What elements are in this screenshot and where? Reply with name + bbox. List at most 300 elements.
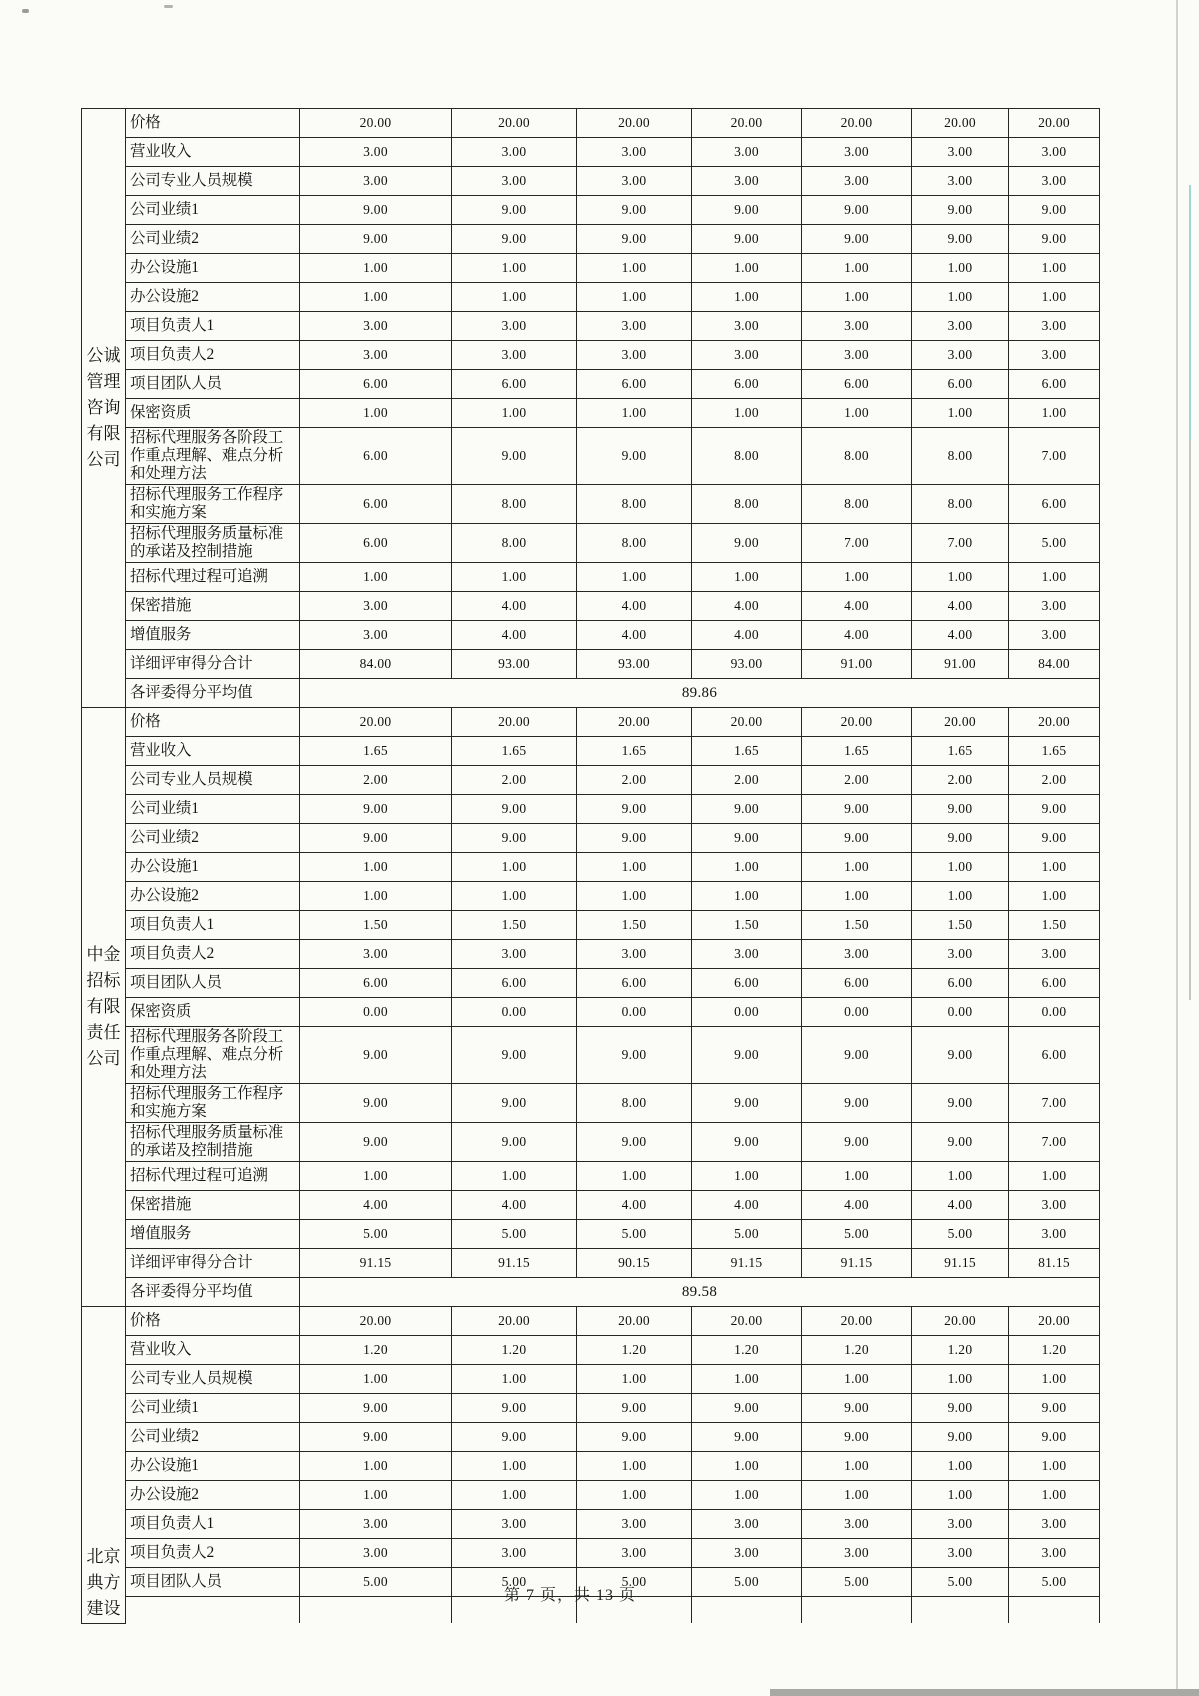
score-cell: 1.00 — [912, 283, 1009, 312]
score-cell: 3.00 — [452, 167, 577, 196]
score-cell: 9.00 — [912, 225, 1009, 254]
score-cell: 3.00 — [802, 312, 912, 341]
score-cell: 9.00 — [452, 225, 577, 254]
score-cell: 3.00 — [692, 1510, 802, 1539]
score-cell: 20.00 — [577, 109, 692, 138]
score-cell: 3.00 — [1009, 167, 1100, 196]
score-cell: 3.00 — [577, 138, 692, 167]
score-cell: 9.00 — [692, 524, 802, 563]
score-cell: 6.00 — [1009, 969, 1100, 998]
score-cell: 9.00 — [452, 1027, 577, 1084]
score-cell: 2.00 — [1009, 766, 1100, 795]
score-cell: 1.00 — [802, 399, 912, 428]
score-cell: 1.20 — [452, 1336, 577, 1365]
score-cell: 9.00 — [452, 824, 577, 853]
score-cell: 3.00 — [692, 312, 802, 341]
score-cell: 1.00 — [802, 1162, 912, 1191]
score-cell: 1.00 — [577, 1481, 692, 1510]
score-cell: 1.00 — [300, 1481, 452, 1510]
score-cell: 1.50 — [1009, 911, 1100, 940]
criteria-label: 保密资质 — [126, 998, 300, 1027]
score-cell: 20.00 — [692, 708, 802, 737]
score-cell: 1.00 — [300, 882, 452, 911]
score-cell: 1.00 — [577, 399, 692, 428]
score-cell: 1.00 — [1009, 563, 1100, 592]
score-cell: 9.00 — [692, 1027, 802, 1084]
score-cell: 7.00 — [912, 524, 1009, 563]
table-row — [82, 225, 1100, 254]
score-cell: 3.00 — [1009, 1220, 1100, 1249]
table-row — [82, 650, 1100, 679]
score-cell: 20.00 — [452, 1307, 577, 1336]
criteria-label: 详细评审得分合计 — [126, 650, 300, 679]
score-cell: 1.20 — [802, 1336, 912, 1365]
score-cell: 9.00 — [912, 1423, 1009, 1452]
score-cell: 20.00 — [452, 708, 577, 737]
score-cell: 20.00 — [802, 708, 912, 737]
criteria-label: 公司业绩1 — [126, 1394, 300, 1423]
score-cell: 1.50 — [802, 911, 912, 940]
table-row — [82, 1394, 1100, 1423]
table-row — [82, 524, 1100, 563]
criteria-label: 增值服务 — [126, 1220, 300, 1249]
score-cell: 4.00 — [577, 592, 692, 621]
score-cell: 1.00 — [300, 399, 452, 428]
score-cell: 84.00 — [1009, 650, 1100, 679]
criteria-label: 价格 — [126, 708, 300, 737]
score-cell: 9.00 — [300, 824, 452, 853]
score-cell: 9.00 — [452, 1123, 577, 1162]
score-cell: 1.20 — [692, 1336, 802, 1365]
table-row — [82, 998, 1100, 1027]
table-row — [82, 621, 1100, 650]
score-cell: 9.00 — [1009, 795, 1100, 824]
score-cell: 6.00 — [577, 969, 692, 998]
table-row — [82, 428, 1100, 485]
score-cell: 3.00 — [802, 940, 912, 969]
score-cell: 1.00 — [692, 563, 802, 592]
score-cell: 4.00 — [912, 1191, 1009, 1220]
score-cell: 1.50 — [692, 911, 802, 940]
score-cell: 5.00 — [452, 1220, 577, 1249]
score-cell: 1.00 — [452, 1452, 577, 1481]
score-cell: 5.00 — [577, 1220, 692, 1249]
score-cell: 20.00 — [300, 708, 452, 737]
score-cell: 93.00 — [692, 650, 802, 679]
criteria-label: 招标代理服务工作程序和实施方案 — [126, 1084, 300, 1123]
score-cell: 9.00 — [452, 1423, 577, 1452]
score-cell: 9.00 — [300, 1423, 452, 1452]
score-cell: 1.00 — [912, 853, 1009, 882]
score-cell: 0.00 — [802, 998, 912, 1027]
score-cell: 4.00 — [912, 592, 1009, 621]
table-row — [82, 1162, 1100, 1191]
score-cell: 3.00 — [1009, 940, 1100, 969]
scan-speck — [22, 9, 29, 13]
score-cell: 5.00 — [452, 1568, 577, 1597]
score-cell: 1.65 — [1009, 737, 1100, 766]
score-cell: 5.00 — [577, 1568, 692, 1597]
score-cell: 3.00 — [692, 167, 802, 196]
score-cell: 1.20 — [1009, 1336, 1100, 1365]
score-cell: 6.00 — [300, 485, 452, 524]
page-number-footer: 第 7 页，共 13 页 — [503, 1587, 636, 1604]
criteria-label: 公司业绩2 — [126, 824, 300, 853]
criteria-label: 办公设施2 — [126, 283, 300, 312]
score-cell: 9.00 — [300, 1027, 452, 1084]
criteria-label: 招标代理过程可追溯 — [126, 1162, 300, 1191]
score-cell: 9.00 — [692, 795, 802, 824]
score-cell: 1.00 — [300, 283, 452, 312]
score-cell: 9.00 — [452, 1084, 577, 1123]
criteria-label: 招标代理服务质量标准的承诺及控制措施 — [126, 1123, 300, 1162]
score-cell: 4.00 — [300, 1191, 452, 1220]
table-row — [82, 1249, 1100, 1278]
score-cell: 1.00 — [1009, 1481, 1100, 1510]
score-cell: 3.00 — [452, 312, 577, 341]
score-cell: 6.00 — [300, 524, 452, 563]
criteria-label: 价格 — [126, 109, 300, 138]
table-row — [82, 1123, 1100, 1162]
criteria-label: 公司业绩1 — [126, 196, 300, 225]
criteria-label: 项目负责人1 — [126, 312, 300, 341]
score-cell: 20.00 — [912, 1307, 1009, 1336]
score-cell: 1.00 — [1009, 283, 1100, 312]
score-cell: 20.00 — [1009, 109, 1100, 138]
criteria-label: 保密措施 — [126, 1191, 300, 1220]
score-cell: 3.00 — [300, 341, 452, 370]
score-cell: 9.00 — [802, 795, 912, 824]
criteria-label: 项目团队人员 — [126, 1568, 300, 1597]
criteria-label: 招标代理服务各阶段工作重点理解、难点分析和处理方法 — [126, 1027, 300, 1084]
score-cell: 9.00 — [692, 225, 802, 254]
score-cell: 1.00 — [692, 1365, 802, 1394]
score-cell: 1.00 — [692, 1481, 802, 1510]
company-name: 公诚 管理 咨询 有限 公司 — [86, 346, 121, 469]
score-cell: 1.00 — [912, 1365, 1009, 1394]
table-row — [82, 1510, 1100, 1539]
score-cell: 1.50 — [452, 911, 577, 940]
score-cell: 3.00 — [692, 341, 802, 370]
table-row — [82, 109, 1100, 138]
score-cell: 6.00 — [802, 370, 912, 399]
criteria-label: 招标代理过程可追溯 — [126, 563, 300, 592]
score-cell: 9.00 — [300, 225, 452, 254]
score-cell: 1.00 — [1009, 254, 1100, 283]
score-cell: 20.00 — [577, 708, 692, 737]
scan-speck — [164, 5, 173, 8]
score-cell: 3.00 — [452, 1539, 577, 1568]
score-cell: 1.00 — [1009, 853, 1100, 882]
score-cell: 1.00 — [692, 254, 802, 283]
criteria-label: 项目负责人2 — [126, 1539, 300, 1568]
score-cell: 8.00 — [692, 485, 802, 524]
scan-artifact-gray-line — [1189, 440, 1191, 1000]
average-value: 89.86 — [300, 679, 1100, 708]
score-cell: 3.00 — [577, 1510, 692, 1539]
score-cell: 9.00 — [577, 1123, 692, 1162]
score-cell: 3.00 — [300, 312, 452, 341]
score-cell: 20.00 — [802, 109, 912, 138]
criteria-label: 办公设施2 — [126, 1481, 300, 1510]
score-cell: 1.00 — [452, 1365, 577, 1394]
criteria-label: 办公设施1 — [126, 1452, 300, 1481]
score-cell: 9.00 — [300, 196, 452, 225]
score-cell: 6.00 — [912, 370, 1009, 399]
score-cell: 9.00 — [1009, 1423, 1100, 1452]
scan-artifact-line — [1176, 0, 1178, 1696]
score-cell: 1.00 — [300, 563, 452, 592]
table-row — [82, 1539, 1100, 1568]
average-row — [82, 679, 1100, 708]
table-row — [82, 882, 1100, 911]
score-cell: 91.15 — [802, 1249, 912, 1278]
score-cell: 1.00 — [452, 563, 577, 592]
score-cell: 1.65 — [452, 737, 577, 766]
score-cell: 3.00 — [1009, 341, 1100, 370]
score-cell: 2.00 — [300, 766, 452, 795]
score-cell: 93.00 — [452, 650, 577, 679]
score-cell: 9.00 — [300, 795, 452, 824]
score-cell: 1.00 — [802, 1452, 912, 1481]
score-cell: 9.00 — [912, 795, 1009, 824]
criteria-label: 项目负责人1 — [126, 911, 300, 940]
table-row — [82, 283, 1100, 312]
score-cell: 91.15 — [692, 1249, 802, 1278]
score-cell: 1.00 — [912, 1162, 1009, 1191]
score-cell: 20.00 — [802, 1307, 912, 1336]
score-cell: 9.00 — [912, 824, 1009, 853]
score-cell: 3.00 — [1009, 312, 1100, 341]
score-cell: 1.00 — [452, 1162, 577, 1191]
score-cell: 3.00 — [577, 312, 692, 341]
score-cell: 6.00 — [577, 370, 692, 399]
score-cell: 9.00 — [912, 1027, 1009, 1084]
score-cell: 20.00 — [300, 1307, 452, 1336]
score-cell: 8.00 — [802, 428, 912, 485]
score-cell: 8.00 — [577, 485, 692, 524]
criteria-label: 办公设施1 — [126, 853, 300, 882]
score-cell: 3.00 — [912, 312, 1009, 341]
score-cell: 1.00 — [300, 254, 452, 283]
score-cell: 5.00 — [1009, 1568, 1100, 1597]
score-cell: 8.00 — [452, 485, 577, 524]
score-cell: 3.00 — [577, 167, 692, 196]
score-cell: 20.00 — [1009, 708, 1100, 737]
score-cell: 20.00 — [692, 109, 802, 138]
score-cell: 2.00 — [912, 766, 1009, 795]
score-cell: 3.00 — [692, 940, 802, 969]
score-cell: 1.00 — [802, 563, 912, 592]
score-cell: 4.00 — [802, 621, 912, 650]
score-cell: 1.00 — [912, 254, 1009, 283]
table-row — [82, 1027, 1100, 1084]
score-cell: 1.20 — [300, 1336, 452, 1365]
score-cell: 6.00 — [300, 428, 452, 485]
criteria-label: 项目负责人2 — [126, 341, 300, 370]
score-cell: 1.00 — [1009, 1365, 1100, 1394]
score-cell: 6.00 — [912, 969, 1009, 998]
score-cell: 20.00 — [912, 109, 1009, 138]
score-cell: 3.00 — [912, 940, 1009, 969]
score-cell: 9.00 — [912, 1123, 1009, 1162]
score-cell: 5.00 — [692, 1568, 802, 1597]
score-cell: 1.00 — [692, 853, 802, 882]
score-cell: 3.00 — [452, 940, 577, 969]
criteria-label: 办公设施1 — [126, 254, 300, 283]
score-cell: 1.00 — [452, 853, 577, 882]
table-row — [82, 312, 1100, 341]
score-cell: 4.00 — [452, 1191, 577, 1220]
score-cell: 2.00 — [452, 766, 577, 795]
criteria-label: 招标代理服务质量标准的承诺及控制措施 — [126, 524, 300, 563]
score-cell: 1.00 — [802, 882, 912, 911]
score-cell: 1.00 — [912, 882, 1009, 911]
score-cell: 9.00 — [912, 196, 1009, 225]
score-cell: 4.00 — [802, 1191, 912, 1220]
score-cell: 91.15 — [912, 1249, 1009, 1278]
table-row — [82, 1365, 1100, 1394]
table-row — [82, 1220, 1100, 1249]
criteria-label: 公司业绩1 — [126, 795, 300, 824]
score-cell: 81.15 — [1009, 1249, 1100, 1278]
score-cell: 9.00 — [692, 824, 802, 853]
criteria-label: 项目团队人员 — [126, 969, 300, 998]
score-cell: 1.00 — [692, 1452, 802, 1481]
score-cell: 9.00 — [802, 824, 912, 853]
score-cell: 1.00 — [692, 399, 802, 428]
score-cell: 3.00 — [912, 167, 1009, 196]
score-cell: 20.00 — [1009, 1307, 1100, 1336]
score-cell: 7.00 — [1009, 1084, 1100, 1123]
criteria-label: 公司业绩2 — [126, 1423, 300, 1452]
score-cell: 91.00 — [912, 650, 1009, 679]
average-row — [82, 1278, 1100, 1307]
score-cell: 1.50 — [577, 911, 692, 940]
average-label: 各评委得分平均值 — [126, 679, 300, 708]
company-name: 北京 典方 建设 — [86, 1546, 121, 1618]
score-cell: 3.00 — [577, 1539, 692, 1568]
score-cell: 4.00 — [452, 592, 577, 621]
score-cell: 4.00 — [802, 592, 912, 621]
score-cell: 1.65 — [300, 737, 452, 766]
score-cell: 1.65 — [692, 737, 802, 766]
criteria-label: 营业收入 — [126, 1336, 300, 1365]
criteria-label: 办公设施2 — [126, 882, 300, 911]
table-row — [82, 1423, 1100, 1452]
table-row — [82, 795, 1100, 824]
score-cell: 3.00 — [300, 592, 452, 621]
score-cell: 1.00 — [1009, 882, 1100, 911]
score-cell: 8.00 — [692, 428, 802, 485]
company-name-cell — [82, 708, 126, 1307]
criteria-label: 公司业绩2 — [126, 225, 300, 254]
table-row — [82, 766, 1100, 795]
score-cell: 9.00 — [692, 1084, 802, 1123]
score-cell: 5.00 — [802, 1220, 912, 1249]
score-cell: 9.00 — [1009, 824, 1100, 853]
score-cell: 3.00 — [300, 167, 452, 196]
score-cell: 9.00 — [912, 1394, 1009, 1423]
table-row — [82, 254, 1100, 283]
score-cell: 5.00 — [300, 1220, 452, 1249]
scan-artifact-teal-line — [1189, 185, 1191, 440]
score-cell: 6.00 — [802, 969, 912, 998]
score-cell: 9.00 — [577, 1423, 692, 1452]
score-cell: 20.00 — [577, 1307, 692, 1336]
table-row — [82, 138, 1100, 167]
table-row — [82, 563, 1100, 592]
score-cell: 1.65 — [577, 737, 692, 766]
score-cell: 5.00 — [912, 1220, 1009, 1249]
score-cell: 9.00 — [802, 1423, 912, 1452]
table-row — [82, 399, 1100, 428]
score-cell: 4.00 — [577, 1191, 692, 1220]
score-cell: 3.00 — [300, 940, 452, 969]
score-cell: 6.00 — [452, 370, 577, 399]
score-cell: 0.00 — [452, 998, 577, 1027]
score-cell: 1.00 — [802, 283, 912, 312]
score-cell: 3.00 — [692, 1539, 802, 1568]
score-cell: 4.00 — [692, 592, 802, 621]
table-row — [82, 167, 1100, 196]
score-cell: 1.00 — [577, 1365, 692, 1394]
score-cell: 93.00 — [577, 650, 692, 679]
criteria-label: 招标代理服务各阶段工作重点理解、难点分析和处理方法 — [126, 428, 300, 485]
score-cell: 4.00 — [912, 621, 1009, 650]
score-cell: 1.00 — [692, 882, 802, 911]
evaluation-table-body — [82, 109, 1100, 1624]
score-cell: 9.00 — [802, 225, 912, 254]
criteria-label: 详细评审得分合计 — [126, 1249, 300, 1278]
score-cell: 6.00 — [300, 370, 452, 399]
score-cell: 1.00 — [1009, 1452, 1100, 1481]
score-cell: 1.00 — [452, 882, 577, 911]
criteria-label: 营业收入 — [126, 138, 300, 167]
score-cell: 2.00 — [577, 766, 692, 795]
score-cell: 90.15 — [577, 1249, 692, 1278]
score-cell: 0.00 — [1009, 998, 1100, 1027]
table-row — [82, 969, 1100, 998]
score-cell: 3.00 — [1009, 138, 1100, 167]
score-cell: 1.00 — [577, 283, 692, 312]
criteria-label: 保密措施 — [126, 592, 300, 621]
score-cell: 4.00 — [452, 621, 577, 650]
score-cell: 6.00 — [1009, 485, 1100, 524]
table-row — [82, 1452, 1100, 1481]
score-cell: 8.00 — [912, 428, 1009, 485]
score-cell: 0.00 — [692, 998, 802, 1027]
table-row — [82, 1307, 1100, 1336]
table-row — [82, 341, 1100, 370]
table-row — [82, 485, 1100, 524]
score-cell: 1.00 — [1009, 399, 1100, 428]
score-cell: 9.00 — [1009, 196, 1100, 225]
score-cell: 20.00 — [300, 109, 452, 138]
score-cell: 3.00 — [577, 341, 692, 370]
score-cell: 8.00 — [912, 485, 1009, 524]
score-cell: 9.00 — [577, 795, 692, 824]
score-cell: 9.00 — [692, 1394, 802, 1423]
score-cell: 9.00 — [692, 196, 802, 225]
score-cell: 7.00 — [1009, 1123, 1100, 1162]
score-cell: 1.00 — [577, 882, 692, 911]
score-cell: 7.00 — [802, 524, 912, 563]
score-cell: 9.00 — [1009, 225, 1100, 254]
score-cell: 1.00 — [1009, 1162, 1100, 1191]
score-cell: 6.00 — [1009, 1027, 1100, 1084]
score-cell: 1.00 — [577, 853, 692, 882]
